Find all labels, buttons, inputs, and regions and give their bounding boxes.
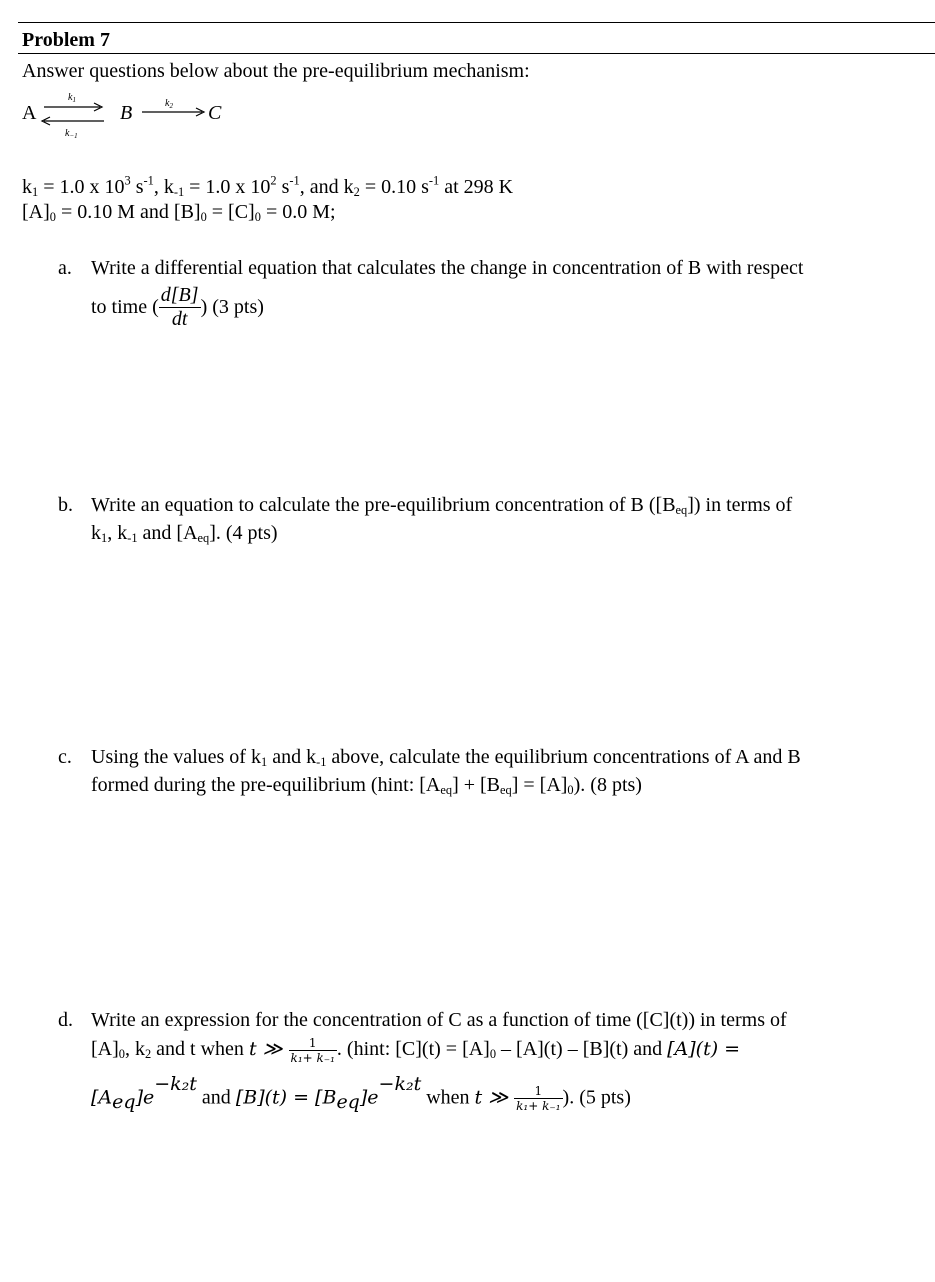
problem-title: Problem 7 xyxy=(22,29,110,51)
title-rule xyxy=(18,53,935,54)
question-c-line1: Using the values of $k_1$ and $k_{-1}$ above, calculate the equilibrium concentrations of A and B xyxy=(91,746,801,770)
question-c-letter: c. xyxy=(58,746,72,768)
question-a-line1: Write a differential equation that calculates the change in concentration of B with respect xyxy=(91,257,804,279)
species-b: B xyxy=(120,102,133,124)
species-c: C xyxy=(208,102,222,124)
k2-label: $k_2$ xyxy=(165,98,173,110)
given-initial-concentrations: $[A]_0 = 0.10$ M and $[B]_0 = [C]_0 = 0.0$ M; xyxy=(22,201,336,225)
question-d-line2: $[A]_0$, $k_2$ and t when t ≫ $\frac{1}{\text{k₁+ k₋₁}}$ . (hint: $[C](t) = [A]_0 - [A](t) - [B](t)$ and [A](t) = xyxy=(91,1036,741,1065)
question-a-line2: to time ( $\frac{d[B]}{dt}$ ) (3 pts) xyxy=(91,284,264,330)
question-b-letter: b. xyxy=(58,494,73,516)
dB-dt-fraction: $\frac{d[B]}{dt}$ xyxy=(160,284,199,330)
mechanism-diagram xyxy=(22,88,242,140)
time-condition-fraction-2: $\frac{1}{\text{k₁+ k₋₁}}$ xyxy=(516,1084,561,1114)
species-a: A xyxy=(22,102,37,124)
k-1-label: $k_{-1}$ xyxy=(65,128,78,140)
problem-intro: Answer questions below about the pre-equilibrium mechanism: xyxy=(22,60,530,82)
time-condition-fraction: $\frac{1}{\text{k₁+ k₋₁}}$ xyxy=(290,1036,335,1065)
given-rate-constants: $k_1 = 1.0$ x $10^3$ $s^{-1}$, $k_{-1} = 1.0$ x $10^2$ $s^{-1}$, and $k_2 = 0.10$ $s^{-1}$ at 298 K xyxy=(22,173,514,200)
question-c-line2: formed during the pre-equilibrium (hint: $[A_{eq}] + [B_{eq}] = [A]_0$). (8 pts) xyxy=(91,774,642,798)
question-d-line3: $[A_{eq}]e^{-k_2t}$ and $[B](t) = [B_{eq}]e^{-k_2t}$ when t ≫ $\frac{1}{\text{k₁+ k₋₁}}$ ). (5 pts) xyxy=(91,1073,631,1114)
question-b-line1: Write an equation to calculate the pre-equilibrium concentration of B $([B_{eq}])$ in terms of xyxy=(91,494,793,518)
question-b-line2: $k_1$, $k_{-1}$ and $[A_{eq}]$. (4 pts) xyxy=(91,522,278,546)
question-a-letter: a. xyxy=(58,257,72,279)
question-d-line1: Write an expression for the concentration of C as a function of time ([C](t)) in terms of xyxy=(91,1009,787,1031)
k1-label: $k_1$ xyxy=(68,92,76,104)
question-d-letter: d. xyxy=(58,1009,73,1031)
top-rule xyxy=(18,22,935,23)
